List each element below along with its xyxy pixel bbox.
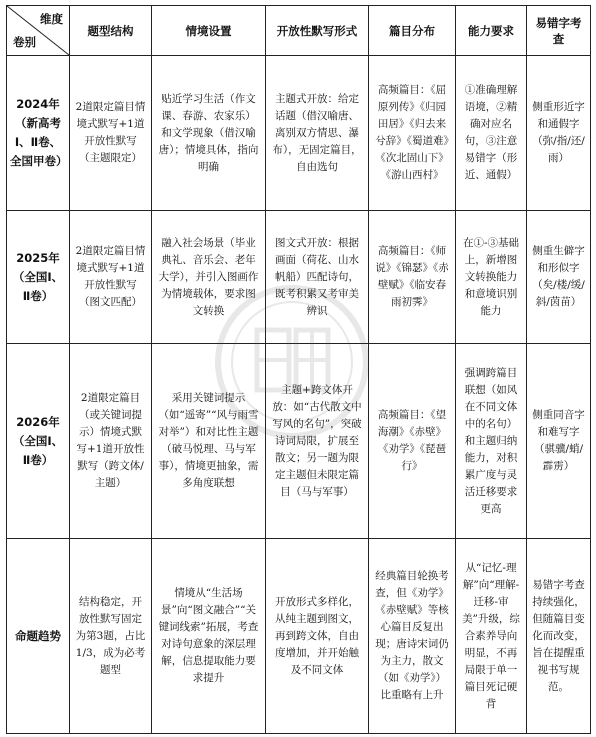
column-header-context: 情境设置 xyxy=(152,6,266,56)
summary-table-page xyxy=(6,5,590,733)
corner-label-dimension: 维度 xyxy=(40,12,63,26)
cell-2024-structure: 2道限定篇目情境式默写+1道开放性默写（主题限定） xyxy=(70,56,152,211)
cell-2026-typo: 侧重同音字和难写字（骐骥/蛸/霹雳） xyxy=(527,344,591,539)
cell-2025-ability: 在①-③基础上，新增图文转换能力和意境识别能力 xyxy=(456,211,527,344)
row-label-2026: 2026年（全国Ⅰ、Ⅱ卷） xyxy=(7,344,70,539)
cell-2026-structure: 2道限定篇目（或关键词提示）情境式默写+1道开放性默写（跨文体/主题） xyxy=(70,344,152,539)
cell-trend-context: 情境从“生活场景”向“图文融合”“关键词线索”拓展，考查对诗句意象的深层理解，信息提取能力要求提升 xyxy=(152,539,266,734)
cell-2026-ability: 强调跨篇目联想（如风在不同文体中的名句）和主题归纳能力，对积累广度与灵活迁移要求更高 xyxy=(456,344,527,539)
exam-comparison-table xyxy=(6,5,591,734)
table-row-trend xyxy=(7,539,591,734)
cell-2024-open-form: 主题式开放：给定话题（借汉喻唐、离别双方情思、瀑布），无固定篇目，自由选句 xyxy=(266,56,369,211)
column-header-typo: 易错字考查 xyxy=(527,6,591,56)
header-row xyxy=(7,6,591,56)
row-label-2024: 2024年（新高考Ⅰ、Ⅱ卷、全国甲卷） xyxy=(7,56,70,211)
column-header-open-form: 开放性默写形式 xyxy=(266,6,369,56)
corner-label-paper: 卷别 xyxy=(13,35,36,49)
cell-2024-ability: ①准确理解语境，②精确对应名句，③注意易错字（形近、通假） xyxy=(456,56,527,211)
cell-2025-typo: 侧重生僻字和形似字（矣/楼/缓/斜/茵苗） xyxy=(527,211,591,344)
cell-2026-open-form: 主题+跨文体开放：如“古代散文中写风的名句”，突破诗词局限，扩展至散文；另一题为限定主题但未限定篇目（马与军事） xyxy=(266,344,369,539)
diagonal-header-cell xyxy=(7,6,70,56)
cell-2026-context: 采用关键词提示（如“遥寄”“风与雨雪对举”）和对比性主题（破马悦理、马与军事），情境更抽象，需多角度联想 xyxy=(152,344,266,539)
cell-2026-texts: 高频篇目：《望海潮》《赤壁》《劝学》《琵琶行》 xyxy=(369,344,456,539)
cell-trend-texts: 经典篇目轮换考查，但《劝学》《赤壁赋》等核心篇目反复出现；唐诗宋词仍为主力，散文（如《劝学》）比重略有上升 xyxy=(369,539,456,734)
cell-trend-ability: 从“记忆-理解”向“理解-迁移-审美”升级，综合素养导向明显，不再局限于单一篇目死记硬背 xyxy=(456,539,527,734)
column-header-ability: 能力要求 xyxy=(456,6,527,56)
cell-trend-open-form: 开放形式多样化，从纯主题到图文，再到跨文体，自由度增加，并开始触及不同文体 xyxy=(266,539,369,734)
table-row-2025 xyxy=(7,211,591,344)
column-header-structure: 题型结构 xyxy=(70,6,152,56)
cell-trend-typo: 易错字考查持续强化，但随篇目变化而改变，旨在提醒重视书写规范。 xyxy=(527,539,591,734)
table-row-2026 xyxy=(7,344,591,539)
cell-2024-texts: 高频篇目：《屈原列传》《归园田居》《归去来兮辞》《蜀道难》《次北固山下》《游山西村》 xyxy=(369,56,456,211)
cell-trend-structure: 结构稳定，开放性默写固定为第3题，占比1/3，成为必考题型 xyxy=(70,539,152,734)
cell-2024-typo: 侧重形近字和通假字（弥/指/还/雨） xyxy=(527,56,591,211)
cell-2024-context: 贴近学习生活（作文课、春游、农家乐）和文学现象（借汉喻唐）；情境具体，指向明确 xyxy=(152,56,266,211)
cell-2025-structure: 2道限定篇目情境式默写+1道开放性默写（图文匹配） xyxy=(70,211,152,344)
column-header-texts: 篇目分布 xyxy=(369,6,456,56)
row-label-trend: 命题趋势 xyxy=(7,539,70,734)
cell-2025-open-form: 图文式开放：根据画面（荷花、山水帆船）匹配诗句，既考积累又考审美辨识 xyxy=(266,211,369,344)
table-row-2024 xyxy=(7,56,591,211)
cell-2025-context: 融入社会场景（毕业典礼、音乐会、老年大学），并引入图画作为情境载体，要求图文转换 xyxy=(152,211,266,344)
cell-2025-texts: 高频篇目：《师说》《锦瑟》《赤壁赋》《临安春雨初霁》 xyxy=(369,211,456,344)
row-label-2025: 2025年（全国Ⅰ、Ⅱ卷） xyxy=(7,211,70,344)
